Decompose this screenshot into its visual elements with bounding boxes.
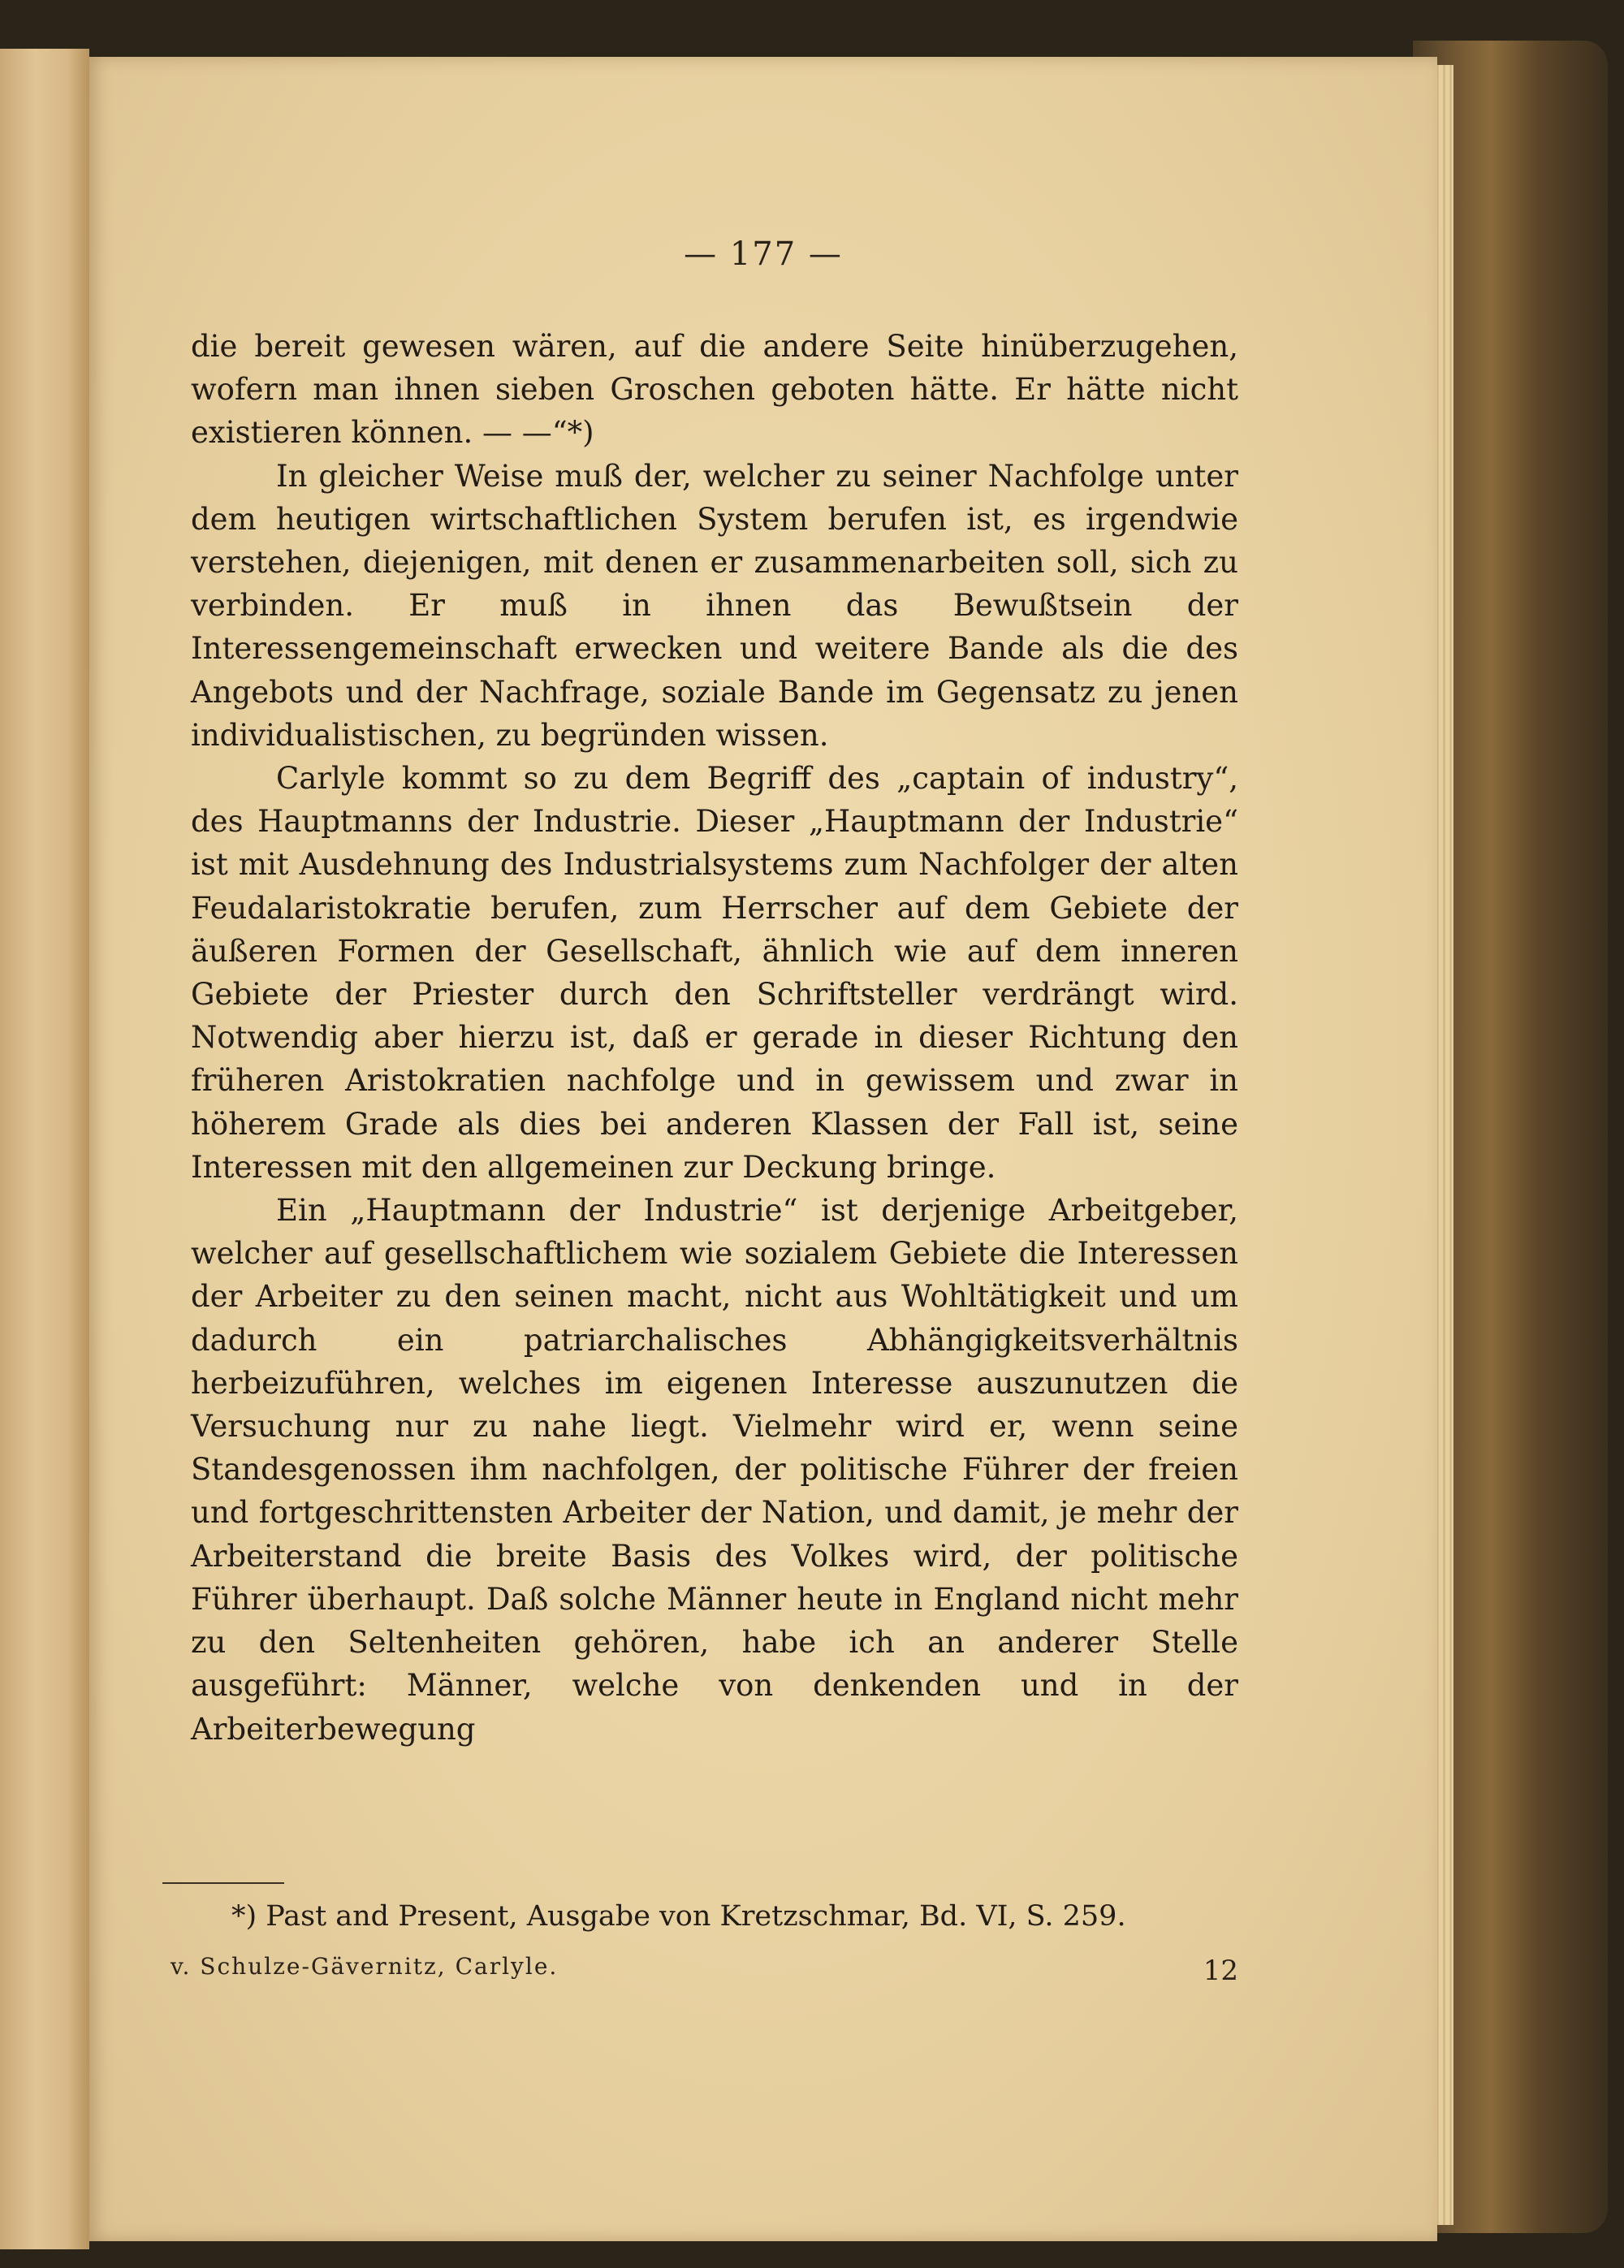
footnote: *) Past and Present, Ausgabe von Kretzschmar, Bd. VI, S. 259.: [231, 1900, 1126, 1933]
book-page: [89, 57, 1437, 2241]
paragraph-2: In gleicher Weise muß der, welcher zu seiner Nachfolge unter dem heutigen wirtschaftlichen System berufen ist, es irgendwie verstehen, diejenigen, mit denen er zusammenarbeiten soll, sich zu verbinden. Er muß in ihnen das Bewußtsein der Interessengemeinschaft erwecken und weitere Bande als die des Angebots und der Nachfrage, soziale Bande im Gegensatz zu jenen individualistischen, zu begründen wissen.: [191, 458, 1238, 753]
footnote-divider: [162, 1882, 284, 1884]
printer-signature: v. Schulze-Gävernitz, Carlyle.: [171, 1953, 559, 1980]
signature-line: [171, 1953, 1238, 1987]
sheet-number: 12: [1203, 1955, 1238, 1987]
paragraph-1: die bereit gewesen wären, auf die andere Seite hinüberzugehen, wofern man ihnen sieben Groschen geboten hätte. Er hätte nicht existieren können. — —“*): [191, 329, 1238, 451]
paragraph-4: Ein „Hauptmann der Industrie“ ist derjenige Arbeitgeber, welcher auf gesellschaftlichem wie sozialem Gebiete die Interessen der Arbeiter zu den seinen macht, nicht aus Wohltätigkeit und um dadurch ein patriarchalisches Abhängigkeitsverhältnis herbeizuführen, welches im eigenen Interesse auszunutzen die Versuchung nur zu nahe liegt. Vielmehr wird er, wenn seine Standesgenossen ihm nachfolgen, der politische Führer der freien und fortgeschrittensten Arbeiter der Nation, und damit, je mehr der Arbeiterstand die breite Basis des Volkes wird, der politische Führer überhaupt. Daß solche Männer heute in England nicht mehr zu den Seltenheiten gehören, habe ich an anderer Stelle ausgeführt: Männer, welche von denkenden und in der Arbeiterbewegung: [191, 1193, 1238, 1747]
page-number-header: — 177 —: [684, 235, 843, 273]
book-left-edge: [0, 49, 89, 2249]
paragraph-3: Carlyle kommt so zu dem Begriff des „captain of industry“, des Hauptmanns der Industrie. Dieser „Hauptmann der Industrie“ ist mit Ausdehnung des Industrialsystems zum Nachfolger der alten Feudalaristokratie berufen, zum Herrscher auf dem Gebiete der äußeren Formen der Gesellschaft, ähnlich wie auf dem inneren Gebiete der Priester durch den Schriftsteller verdrängt wird. Notwendig aber hierzu ist, daß er gerade in dieser Richtung den früheren Aristokratien nachfolge und in gewissem und zwar in höherem Grade als dies bei anderen Klassen der Fall ist, seine Interessen mit den allgemeinen zur Deckung bringe.: [191, 761, 1238, 1185]
body-text: [191, 325, 1238, 1751]
